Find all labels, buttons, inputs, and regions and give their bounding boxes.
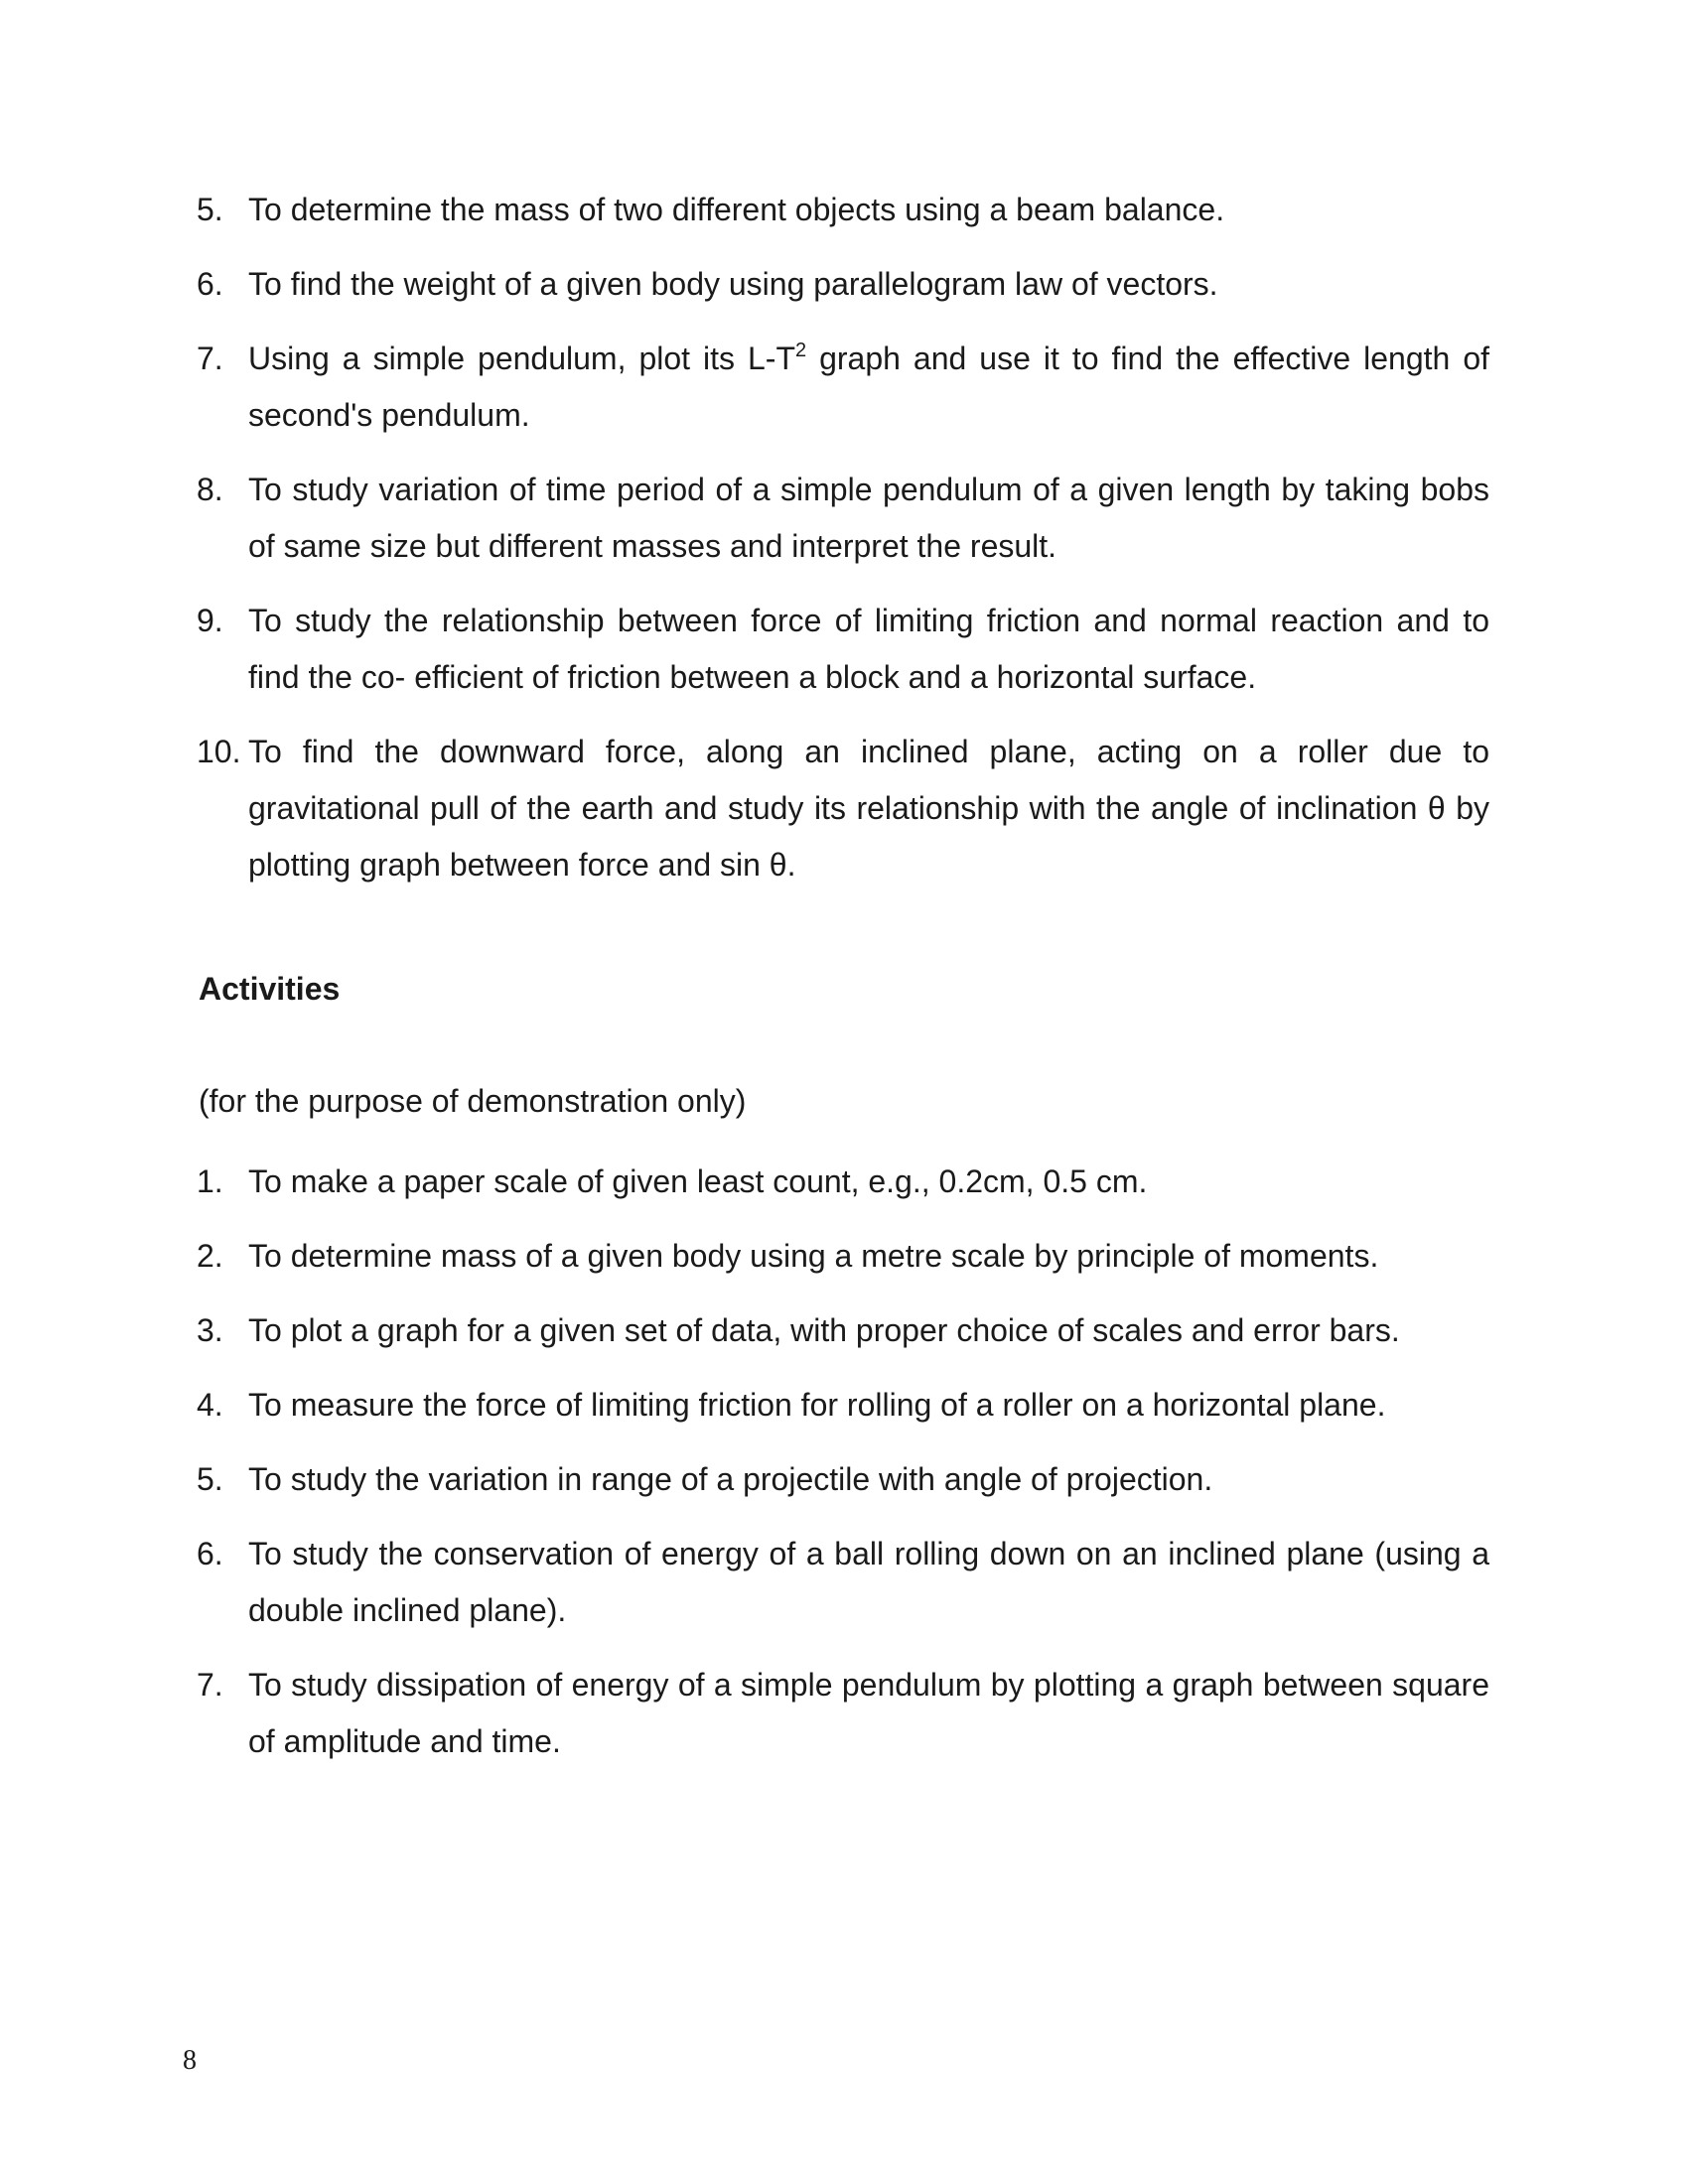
list-item: [197, 1657, 1489, 1770]
item-text: To measure the force of limiting friction for rolling of a roller on a horizontal plane.: [248, 1387, 1386, 1423]
item-number: 4.: [197, 1387, 223, 1423]
list-item: [197, 1526, 1489, 1639]
item-text: To make a paper scale of given least count, e.g., 0.2cm, 0.5 cm.: [248, 1163, 1148, 1199]
item-number: 7.: [197, 341, 223, 376]
list-item: [197, 256, 1489, 313]
item-text: To plot a graph for a given set of data, with proper choice of scales and error bars.: [248, 1312, 1400, 1348]
page-number: 8: [183, 2045, 197, 2076]
activities-list: [197, 1154, 1489, 1788]
list-item: [197, 331, 1489, 444]
item-number: 5.: [197, 192, 223, 227]
item-number: 6.: [197, 1536, 223, 1571]
item-number: 6.: [197, 266, 223, 302]
item-text-end: graph and use it to find the effective length of second's pendulum.: [248, 341, 1490, 433]
list-item: [197, 724, 1489, 893]
item-number: 3.: [197, 1312, 223, 1348]
list-item: [197, 593, 1489, 706]
item-number: 8.: [197, 472, 223, 507]
item-text: To determine mass of a given body using a metre scale by principle of moments.: [248, 1238, 1379, 1274]
item-number: 1.: [197, 1163, 223, 1199]
list-item: [197, 1154, 1489, 1210]
item-text: To find the weight of a given body using parallelogram law of vectors.: [248, 266, 1218, 302]
activities-heading: Activities: [199, 971, 341, 1007]
item-number: 5.: [197, 1461, 223, 1497]
item-number: 9.: [197, 603, 223, 638]
activities-note: (for the purpose of demonstration only): [199, 1083, 747, 1119]
item-text: To study the conservation of energy of a ball rolling down on an inclined plane (using a double inclined plane).: [248, 1536, 1489, 1628]
item-text: To study the variation in range of a projectile with angle of projection.: [248, 1461, 1213, 1497]
list-item: [197, 1302, 1489, 1359]
experiments-list: [197, 182, 1489, 911]
item-number: 7.: [197, 1667, 223, 1703]
item-text-start: Using a simple pendulum, plot its L-T: [248, 341, 795, 376]
item-text: To find the downward force, along an inclined plane, acting on a roller due to gravitational pull of the earth and study its relationship with the angle of inclination θ by plotting graph between force and sin θ.: [248, 734, 1489, 883]
list-item: [197, 1228, 1489, 1285]
list-item: [197, 462, 1489, 575]
item-text: To study dissipation of energy of a simple pendulum by plotting a graph between square of amplitude and time.: [248, 1667, 1489, 1759]
item-number: 10.: [197, 734, 241, 769]
list-item: [197, 1377, 1489, 1433]
item-number: 2.: [197, 1238, 223, 1274]
item-text: To study the relationship between force of limiting friction and normal reaction and to find the co- efficient of friction between a block and a horizontal surface.: [248, 603, 1489, 695]
list-item: [197, 1451, 1489, 1508]
superscript: 2: [795, 340, 807, 361]
list-item: [197, 182, 1489, 238]
item-text: To study variation of time period of a simple pendulum of a given length by taking bobs of same size but different masses and interpret the result.: [248, 472, 1489, 564]
item-text: [248, 331, 1489, 444]
item-text: To determine the mass of two different objects using a beam balance.: [248, 192, 1225, 227]
